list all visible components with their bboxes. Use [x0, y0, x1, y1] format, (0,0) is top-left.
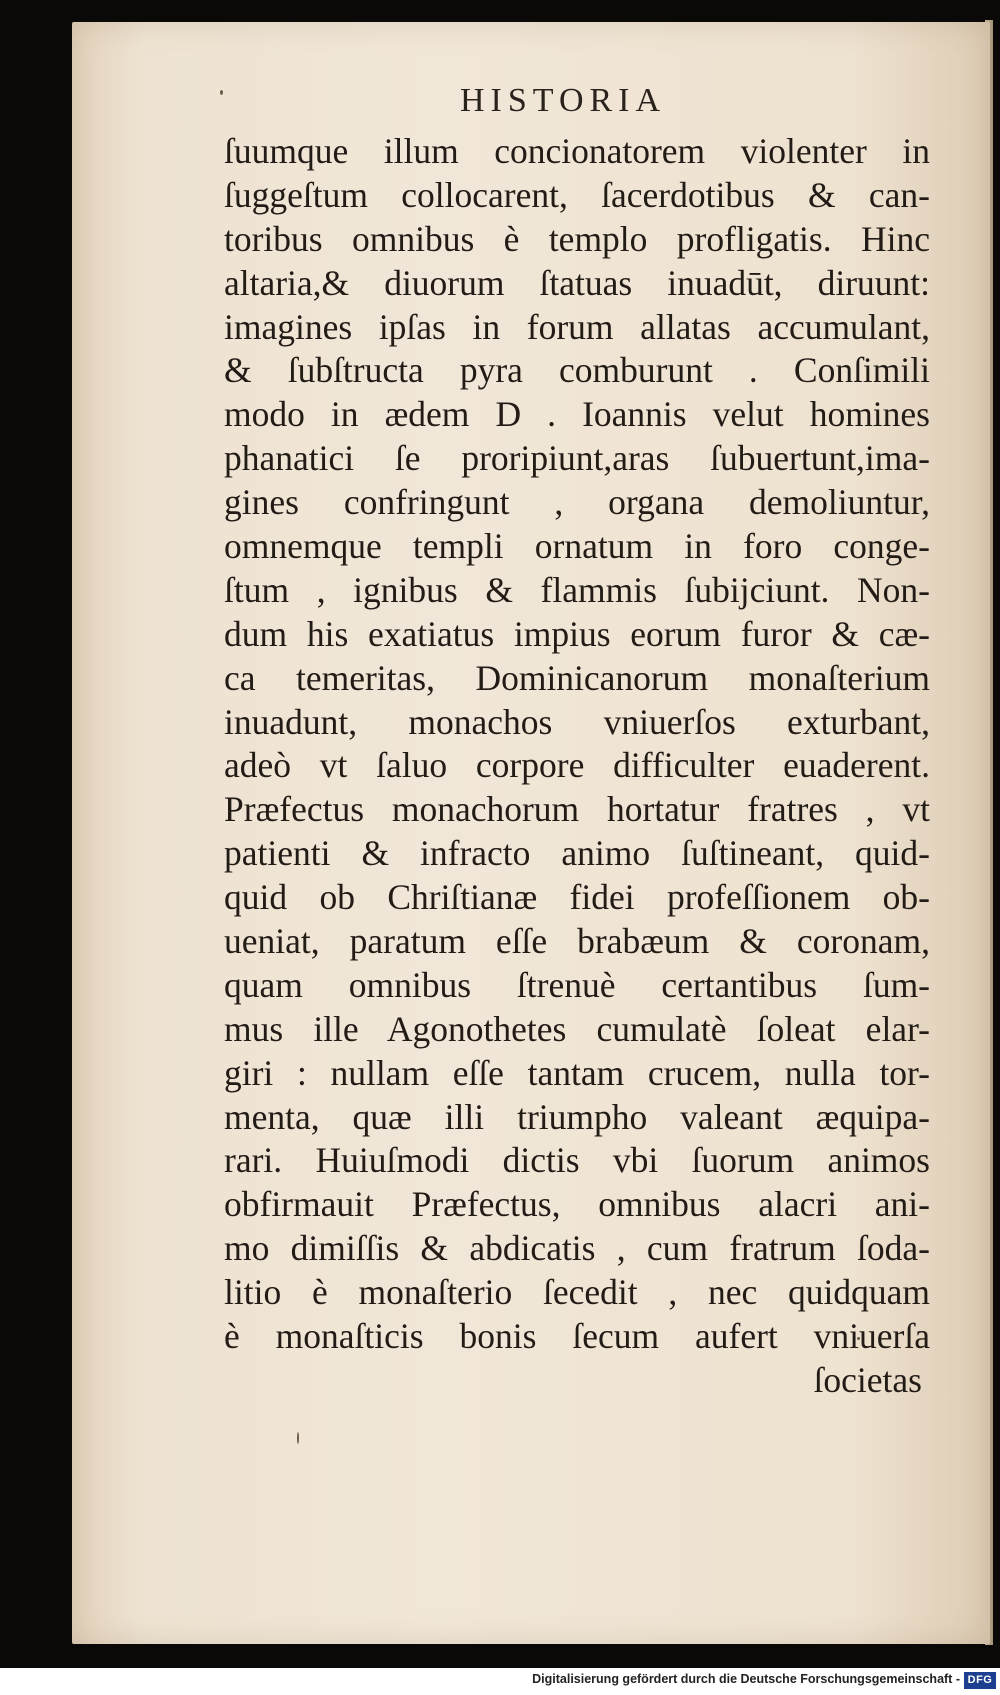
text-line: adeò vt ſaluo corpore difficulter euaderent.	[224, 745, 930, 786]
digitization-footer	[0, 1668, 1000, 1695]
text-line: giri : nullam eſſe tantam crucem, nulla tor-	[224, 1052, 930, 1093]
running-head: HISTORIA	[460, 82, 667, 119]
text-line: & ſubſtructa pyra comburunt . Conſimili	[224, 350, 930, 391]
text-line: modo in ædem D . Ioannis velut homines	[224, 394, 930, 435]
text-line: ſtum , ignibus & flammis ſubijciunt. Non-	[224, 569, 930, 610]
text-line: gines confringunt , organa demoliuntur,	[224, 482, 930, 523]
text-line: ueniat, paratum eſſe brabæum & coronam,	[224, 921, 930, 962]
catchword: ſocietas	[813, 1359, 922, 1400]
funding-credit: Digitalisierung gefördert durch die Deutsche Forschungsgemeinschaft -	[532, 1672, 960, 1686]
ink-speck	[297, 1432, 299, 1444]
text-line: ſuumque illum concionatorem violenter in	[224, 131, 930, 171]
text-line: menta, quæ illi triumpho valeant æquipa-	[224, 1096, 930, 1137]
body-text	[224, 130, 930, 1403]
text-line: toribus omnibus è templo profligatis. Hinc	[224, 218, 930, 259]
text-line: phanatici ſe proripiunt,aras ſubuertunt,ima-	[224, 438, 930, 479]
text-line: inuadunt, monachos vniuerſos exturbant,	[224, 701, 930, 742]
text-line: patienti & infracto animo ſuſtineant, quid-	[224, 833, 930, 874]
text-line: obfirmauit Præfectus, omnibus alacri ani-	[224, 1184, 930, 1225]
text-line: litio è monaſterio ſecedit , nec quidquam	[224, 1272, 930, 1313]
text-line: quam omnibus ſtrenuè certantibus ſum-	[224, 964, 930, 1005]
text-line: Præfectus monachorum hortatur fratres , vt	[224, 789, 930, 830]
text-line: omnemque templi ornatum in foro conge-	[224, 526, 930, 567]
text-line: quid ob Chriſtianæ fidei profeſſionem ob-	[224, 877, 930, 918]
text-line: è monaſticis bonis ſecum aufert vniuerſa	[224, 1316, 930, 1357]
text-line: ca temeritas, Dominicanorum monaſterium	[224, 657, 930, 698]
text-line: ſuggeſtum collocarent, ſacerdotibus & can-	[224, 174, 930, 215]
ink-speck	[220, 90, 223, 95]
dfg-logo-icon: DFG	[964, 1672, 996, 1689]
text-line: dum his exatiatus impius eorum furor & cæ-	[224, 613, 930, 654]
text-line: altaria,& diuorum ſtatuas inuadūt, diruunt:	[224, 262, 930, 303]
text-line: mus ille Agonothetes cumulatè ſoleat elar-	[224, 1008, 930, 1049]
text-line: rari. Huiuſmodi dictis vbi ſuorum animos	[224, 1140, 930, 1181]
text-line: mo dimiſſis & abdicatis , cum fratrum ſoda-	[224, 1228, 930, 1269]
text-line: imagines ipſas in forum allatas accumulant,	[224, 306, 930, 347]
